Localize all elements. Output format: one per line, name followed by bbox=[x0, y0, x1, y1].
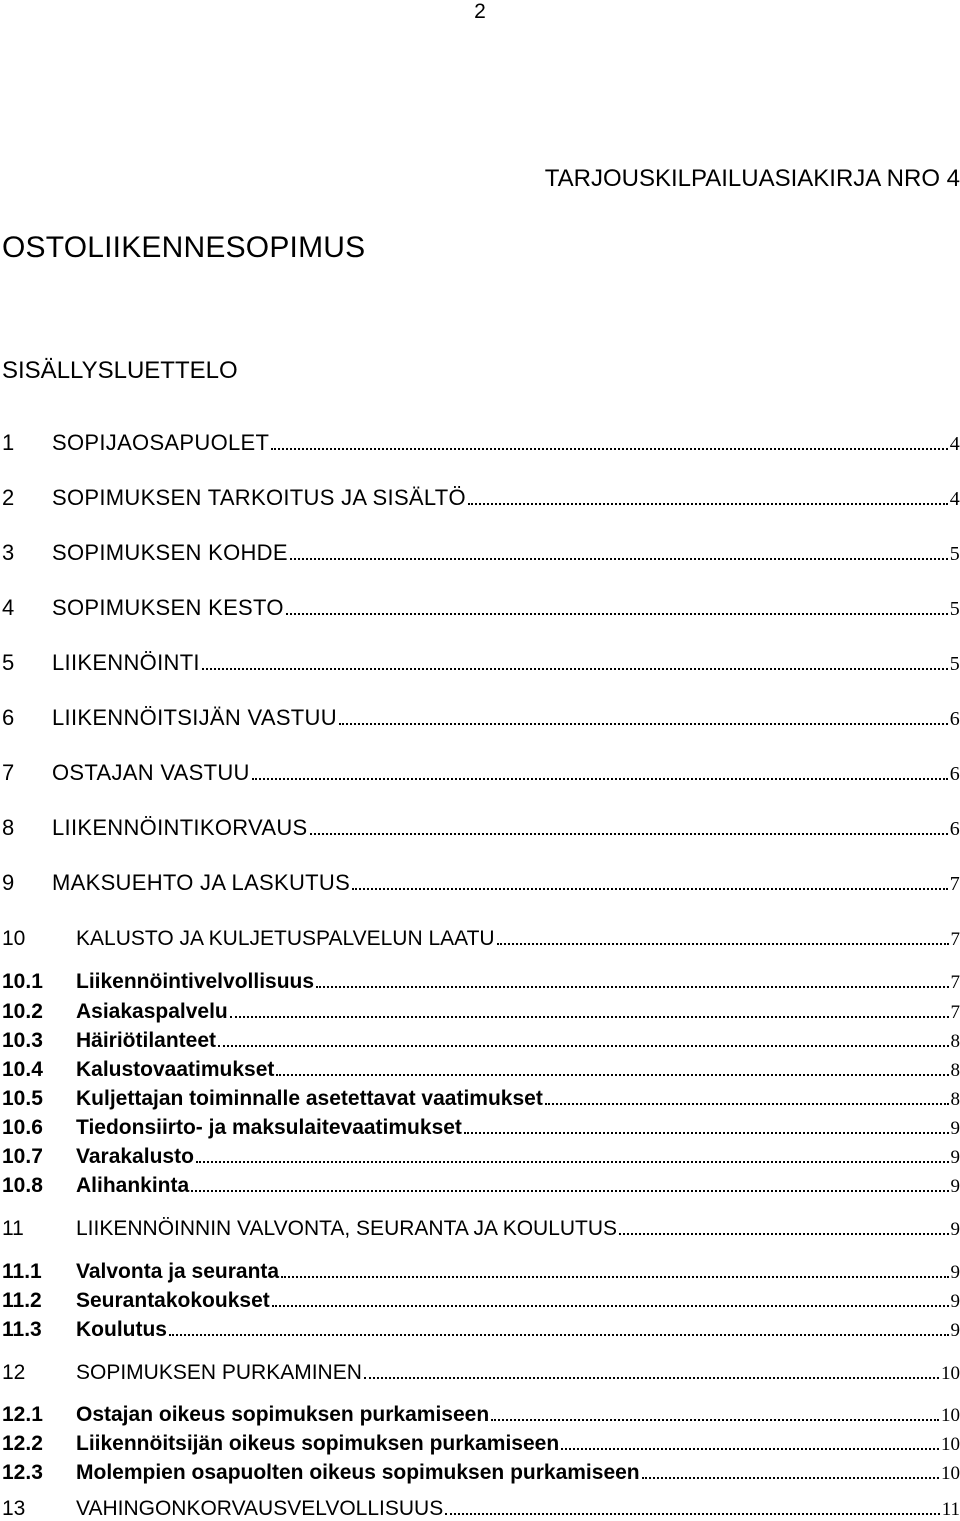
toc-entry[interactable] bbox=[0, 646, 960, 676]
toc-entry-title: KALUSTO JA KULJETUSPALVELUN LAATU bbox=[76, 927, 495, 950]
toc-entry-page: 9 bbox=[950, 1262, 960, 1283]
toc-entry-number: 9 bbox=[2, 870, 15, 895]
toc-leader-dots bbox=[272, 1305, 949, 1307]
toc-entry-number: 10.4 bbox=[2, 1058, 43, 1081]
toc-entry-title: VAHINGONKORVAUSVELVOLLISUUS bbox=[76, 1497, 444, 1520]
toc-entry-page: 9 bbox=[950, 1118, 960, 1139]
toc-entry-number: 10.6 bbox=[2, 1116, 43, 1139]
toc-entry-page: 5 bbox=[949, 543, 960, 565]
toc-leader-dots bbox=[364, 1377, 939, 1379]
toc-entry-number: 10 bbox=[2, 927, 26, 950]
toc-entry-page: 7 bbox=[950, 972, 960, 993]
toc-entry-title: Asiakaspalvelu bbox=[76, 1000, 228, 1023]
toc-subentry[interactable] bbox=[0, 1283, 960, 1313]
toc-entry-number: 11.2 bbox=[2, 1289, 42, 1312]
toc-subentry[interactable] bbox=[0, 1254, 960, 1284]
toc-entry-number: 11.3 bbox=[2, 1318, 42, 1341]
toc-leader-dots bbox=[230, 1016, 949, 1018]
toc-entry-title: SOPIMUKSEN KESTO bbox=[52, 595, 284, 620]
toc-leader-dots bbox=[464, 1132, 949, 1134]
toc-leader-dots bbox=[191, 1190, 948, 1192]
toc-leader-dots bbox=[286, 613, 948, 615]
toc-entry[interactable] bbox=[0, 756, 960, 786]
toc-subentry[interactable] bbox=[0, 1139, 960, 1169]
toc-entry[interactable] bbox=[0, 866, 960, 896]
toc-entry-title: Ostajan oikeus sopimuksen purkamiseen bbox=[76, 1403, 490, 1426]
toc-entry-number: 12.2 bbox=[2, 1432, 43, 1455]
toc-entry-page: 10 bbox=[941, 1434, 960, 1455]
toc-entry-page: 7 bbox=[949, 873, 960, 895]
toc-entry[interactable] bbox=[0, 481, 960, 511]
toc-entry-number: 11 bbox=[2, 1217, 24, 1240]
toc-subentry[interactable] bbox=[0, 1081, 960, 1111]
toc-entry-title: Molempien osapuolten oikeus sopimuksen purkamiseen bbox=[76, 1461, 640, 1484]
toc-entry-number: 3 bbox=[2, 540, 15, 565]
toc-entry-title: LIIKENNÖINNIN VALVONTA, SEURANTA JA KOULUTUS bbox=[76, 1217, 618, 1240]
toc-entry-title: MAKSUEHTO JA LASKUTUS bbox=[52, 870, 351, 895]
toc-entry-title: Valvonta ja seuranta bbox=[76, 1260, 280, 1283]
toc-entry-page: 9 bbox=[950, 1291, 960, 1312]
toc-entry-number: 4 bbox=[2, 595, 15, 620]
toc-entry-title: LIIKENNÖINTI bbox=[52, 650, 200, 675]
toc-entry-number: 5 bbox=[2, 650, 15, 675]
toc-entry-page: 8 bbox=[950, 1060, 960, 1081]
toc-entry-title: Kuljettajan toiminnalle asetettavat vaatimukset bbox=[76, 1087, 543, 1110]
toc-entry-page: 11 bbox=[941, 1499, 960, 1520]
toc-entry-number: 10.5 bbox=[2, 1087, 43, 1110]
toc-entry-title: SOPIMUKSEN TARKOITUS JA SISÄLTÖ bbox=[52, 485, 466, 510]
toc-entry[interactable] bbox=[0, 1211, 960, 1241]
toc-subentry[interactable] bbox=[0, 1312, 960, 1342]
toc-entry-title: SOPIJAOSAPUOLET bbox=[52, 430, 270, 455]
toc-entry-number: 10.7 bbox=[2, 1145, 43, 1168]
toc-entry-page: 10 bbox=[941, 1405, 960, 1426]
toc-entry-title: OSTAJAN VASTUU bbox=[52, 760, 250, 785]
toc-leader-dots bbox=[316, 986, 948, 988]
toc-entry[interactable] bbox=[0, 701, 960, 731]
toc-entry-number: 8 bbox=[2, 815, 15, 840]
toc-leader-dots bbox=[281, 1276, 948, 1278]
toc-entry-page: 4 bbox=[949, 433, 960, 455]
toc-subentry[interactable] bbox=[0, 1455, 960, 1485]
toc-subentry[interactable] bbox=[0, 1023, 960, 1053]
toc-entry-number: 7 bbox=[2, 760, 15, 785]
toc-leader-dots bbox=[218, 1045, 948, 1047]
toc-leader-dots bbox=[290, 558, 948, 560]
toc-entry-number: 10.2 bbox=[2, 1000, 43, 1023]
toc-leader-dots bbox=[196, 1161, 949, 1163]
toc-entry-number: 10.3 bbox=[2, 1029, 43, 1052]
toc-leader-dots bbox=[271, 448, 947, 450]
toc-leader-dots bbox=[276, 1074, 948, 1076]
toc-entry-page: 6 bbox=[949, 763, 960, 785]
toc-entry-page: 6 bbox=[949, 818, 960, 840]
toc-entry-page: 8 bbox=[950, 1089, 960, 1110]
toc-entry-title: Häiriötilanteet bbox=[76, 1029, 217, 1052]
toc-heading: SISÄLLYSLUETTELO bbox=[2, 357, 238, 384]
toc-entry[interactable] bbox=[0, 921, 960, 951]
toc-entry-page: 9 bbox=[950, 1176, 960, 1197]
toc-leader-dots bbox=[642, 1477, 939, 1479]
toc-leader-dots bbox=[339, 723, 948, 725]
toc-subentry[interactable] bbox=[0, 1168, 960, 1198]
toc-subentry[interactable] bbox=[0, 1052, 960, 1082]
toc-subentry[interactable] bbox=[0, 1110, 960, 1140]
page-number: 2 bbox=[474, 0, 486, 23]
toc-entry-page: 10 bbox=[941, 1363, 960, 1384]
document-type-label: TARJOUSKILPAILUASIAKIRJA NRO 4 bbox=[544, 165, 960, 192]
toc-entry-page: 5 bbox=[949, 598, 960, 620]
toc-entry-title: LIIKENNÖITSIJÄN VASTUU bbox=[52, 705, 337, 730]
toc-leader-dots bbox=[561, 1448, 939, 1450]
toc-entry-title: Liikennöintivelvollisuus bbox=[76, 970, 315, 993]
toc-entry-number: 10.8 bbox=[2, 1174, 43, 1197]
toc-entry-number: 12 bbox=[2, 1361, 26, 1384]
toc-entry-number: 12.1 bbox=[2, 1403, 43, 1426]
toc-entry-page: 5 bbox=[949, 653, 960, 675]
toc-entry[interactable] bbox=[0, 591, 960, 621]
toc-entry-page: 7 bbox=[950, 1002, 960, 1023]
toc-leader-dots bbox=[491, 1419, 939, 1421]
toc-entry-number: 13 bbox=[2, 1497, 26, 1520]
toc-entry-page: 9 bbox=[950, 1219, 960, 1240]
toc-entry-number: 12.3 bbox=[2, 1461, 43, 1484]
toc-entry[interactable] bbox=[0, 426, 960, 456]
toc-leader-dots bbox=[252, 778, 948, 780]
toc-leader-dots bbox=[310, 833, 948, 835]
toc-entry[interactable] bbox=[0, 1355, 960, 1385]
toc-entry[interactable] bbox=[0, 811, 960, 841]
toc-entry-title: LIIKENNÖINTIKORVAUS bbox=[52, 815, 308, 840]
toc-leader-dots bbox=[445, 1513, 939, 1515]
toc-entry[interactable] bbox=[0, 536, 960, 566]
toc-entry-title: SOPIMUKSEN PURKAMINEN bbox=[76, 1361, 362, 1384]
toc-entry-title: Kalustovaatimukset bbox=[76, 1058, 275, 1081]
toc-entry-page: 9 bbox=[950, 1320, 960, 1341]
document-title: OSTOLIIKENNESOPIMUS bbox=[2, 231, 366, 264]
toc-entry-title: Liikennöitsijän oikeus sopimuksen purkamiseen bbox=[76, 1432, 560, 1455]
toc-leader-dots bbox=[468, 503, 948, 505]
toc-entry-title: SOPIMUKSEN KOHDE bbox=[52, 540, 288, 565]
toc-subentry[interactable] bbox=[0, 994, 960, 1024]
toc-entry-title: Alihankinta bbox=[76, 1174, 190, 1197]
toc-leader-dots bbox=[619, 1233, 948, 1235]
toc-leader-dots bbox=[169, 1334, 949, 1336]
toc-subentry[interactable] bbox=[0, 964, 960, 994]
toc-entry[interactable] bbox=[0, 1497, 960, 1521]
toc-entry-page: 9 bbox=[950, 1147, 960, 1168]
toc-entry-page: 4 bbox=[949, 488, 960, 510]
toc-entry-page: 10 bbox=[941, 1463, 960, 1484]
toc-entry-title: Tiedonsiirto- ja maksulaitevaatimukset bbox=[76, 1116, 462, 1139]
toc-leader-dots bbox=[352, 888, 948, 890]
toc-entry-number: 10.1 bbox=[2, 970, 43, 993]
toc-entry-title: Varakalusto bbox=[76, 1145, 194, 1168]
toc-leader-dots bbox=[497, 943, 949, 945]
toc-entry-title: Koulutus bbox=[76, 1318, 167, 1341]
toc-entry-number: 6 bbox=[2, 705, 15, 730]
toc-leader-dots bbox=[202, 668, 948, 670]
toc-subentry[interactable] bbox=[0, 1426, 960, 1456]
toc-entry-number: 11.1 bbox=[2, 1260, 42, 1283]
toc-leader-dots bbox=[545, 1103, 949, 1105]
toc-entry-number: 2 bbox=[2, 485, 15, 510]
toc-entry-page: 7 bbox=[950, 929, 960, 950]
toc-entry-title: Seurantakokoukset bbox=[76, 1289, 270, 1312]
toc-entry-page: 6 bbox=[949, 708, 960, 730]
toc-entry-page: 8 bbox=[950, 1031, 960, 1052]
toc-subentry[interactable] bbox=[0, 1397, 960, 1427]
toc-entry-number: 1 bbox=[2, 430, 15, 455]
